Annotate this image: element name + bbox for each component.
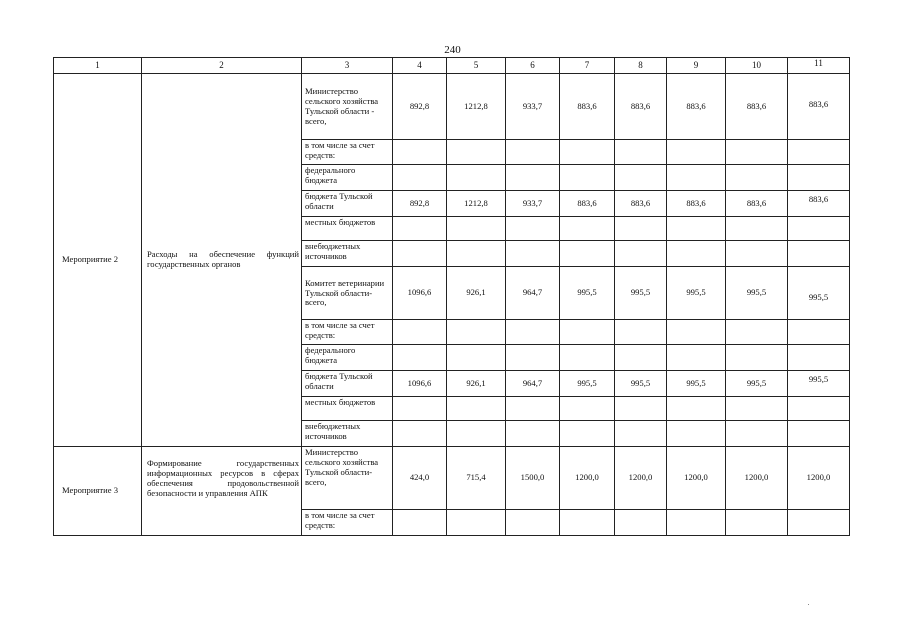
funding-source-including: в том числе за счет средств:	[302, 140, 393, 165]
header-row	[54, 58, 850, 74]
value-cell: 995,5	[726, 371, 788, 397]
funding-source-ministry-total: Министерство сельского хозяйства Тульской области-всего,	[302, 447, 393, 510]
value-cell: 1200,0	[667, 447, 726, 510]
value-cell: 1200,0	[615, 447, 667, 510]
value-cell: 964,7	[506, 267, 560, 320]
value-cell: 1096,6	[393, 371, 447, 397]
funding-source-local: местных бюджетов	[302, 397, 393, 421]
table-row	[54, 447, 850, 510]
value-cell: 995,5	[560, 371, 615, 397]
column-header: 4	[393, 58, 447, 74]
value-cell: 883,6	[726, 191, 788, 217]
funding-source-federal: федерального бюджета	[302, 345, 393, 371]
value-cell: 883,6	[726, 74, 788, 140]
funding-source-extrabudgetary: внебюджетных источников	[302, 241, 393, 267]
value-cell: 424,0	[393, 447, 447, 510]
value-cell: 883,6	[667, 191, 726, 217]
value-cell: 1200,0	[788, 447, 850, 510]
funding-source-including: в том числе за счет средств:	[302, 320, 393, 345]
value-cell: 926,1	[447, 267, 506, 320]
value-cell: 933,7	[506, 191, 560, 217]
value-cell: 892,8	[393, 191, 447, 217]
measure-3-label: Мероприятие 3	[54, 447, 142, 536]
page-number: 240	[444, 44, 461, 56]
column-header: 8	[615, 58, 667, 74]
funding-source-including: в том числе за счет средств:	[302, 510, 393, 536]
column-header: 9	[667, 58, 726, 74]
budget-table	[53, 57, 850, 536]
column-header: 1	[54, 58, 142, 74]
value-cell: 1212,8	[447, 191, 506, 217]
measure-3-description: Формирование государственных информационных ресурсов в сферах обеспечения продовольственной безопасности и управления АПК	[142, 447, 302, 536]
value-cell: 995,5	[726, 267, 788, 320]
column-header: 5	[447, 58, 506, 74]
column-header: 2	[142, 58, 302, 74]
value-cell: 715,4	[447, 447, 506, 510]
column-header: 10	[726, 58, 788, 74]
funding-source-regional: бюджета Тульской области	[302, 371, 393, 397]
value-cell: 883,6	[560, 191, 615, 217]
value-cell: 933,7	[506, 74, 560, 140]
column-header: 6	[506, 58, 560, 74]
funding-source-local: местных бюджетов	[302, 217, 393, 241]
column-header: 11	[788, 58, 850, 74]
value-cell: 995,5	[615, 267, 667, 320]
measure-2-label: Мероприятие 2	[54, 74, 142, 447]
value-cell: 1500,0	[506, 447, 560, 510]
value-cell: 995,5	[560, 267, 615, 320]
value-cell: 1096,6	[393, 267, 447, 320]
value-cell: 1212,8	[447, 74, 506, 140]
table-row	[54, 74, 850, 140]
value-cell: 892,8	[393, 74, 447, 140]
value-cell: 1200,0	[726, 447, 788, 510]
value-cell: 995,5	[788, 371, 850, 397]
measure-2-description: Расходы на обеспечение функций государственных органов	[142, 74, 302, 447]
value-cell: 926,1	[447, 371, 506, 397]
value-cell: 995,5	[788, 267, 850, 320]
funding-source-federal: федерального бюджета	[302, 165, 393, 191]
funding-source-ministry-total: Министерство сельского хозяйства Тульской области - всего,	[302, 74, 393, 140]
scan-speck	[808, 604, 809, 605]
value-cell: 995,5	[667, 371, 726, 397]
value-cell: 964,7	[506, 371, 560, 397]
value-cell: 1200,0	[560, 447, 615, 510]
column-header: 3	[302, 58, 393, 74]
value-cell: 995,5	[667, 267, 726, 320]
column-header: 7	[560, 58, 615, 74]
value-cell: 883,6	[615, 74, 667, 140]
value-cell: 883,6	[788, 74, 850, 140]
value-cell: 995,5	[615, 371, 667, 397]
funding-source-extrabudgetary: внебюджетных источников	[302, 421, 393, 447]
value-cell: 883,6	[560, 74, 615, 140]
value-cell: 883,6	[615, 191, 667, 217]
funding-source-regional: бюджета Тульской области	[302, 191, 393, 217]
value-cell: 883,6	[788, 191, 850, 217]
value-cell: 883,6	[667, 74, 726, 140]
funding-source-committee-total: Комитет ветеринарии Тульской области-всего,	[302, 267, 393, 320]
